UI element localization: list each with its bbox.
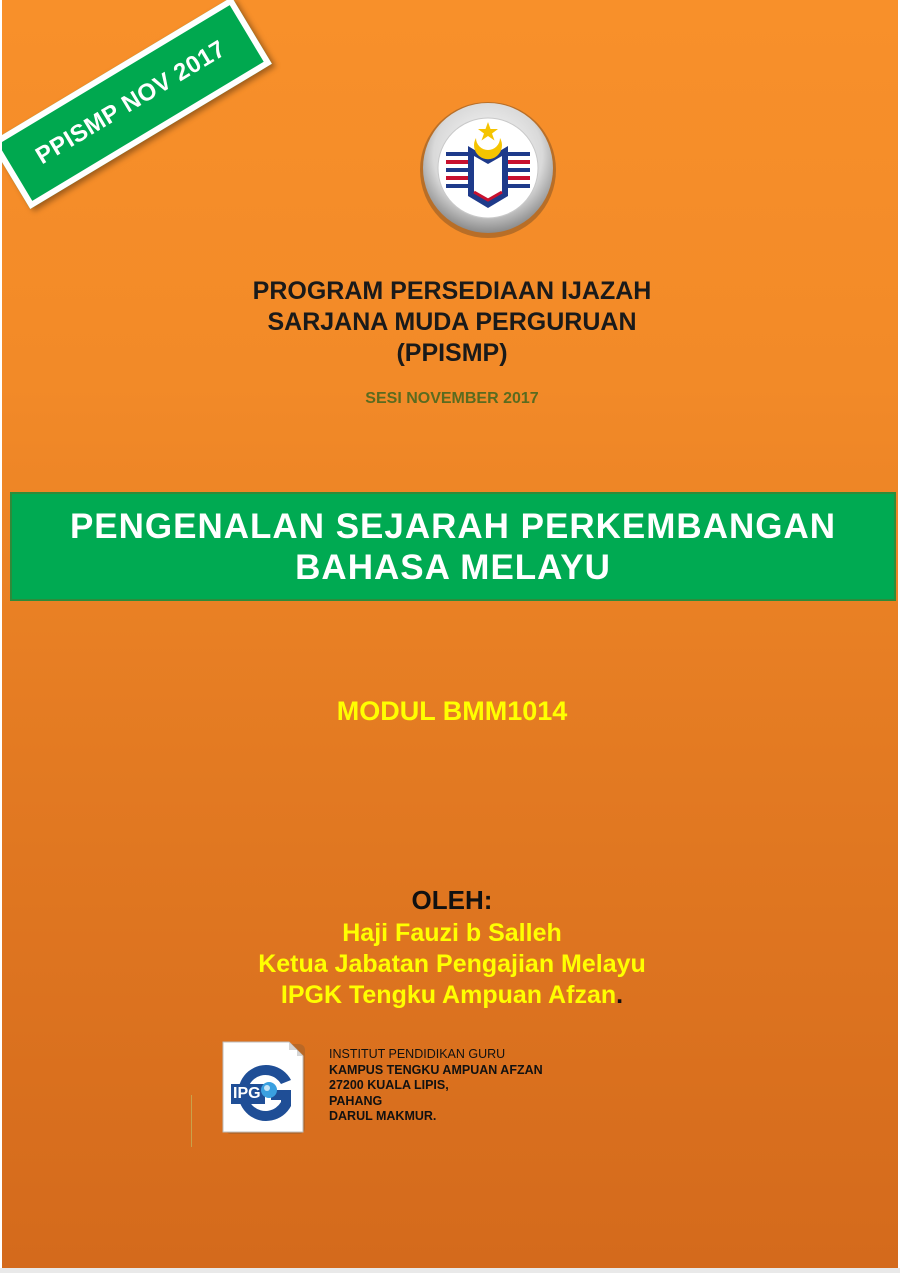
address-line-3: 27200 KUALA LIPIS,: [329, 1078, 449, 1092]
author-institution: IPGK Tengku Ampuan Afzan: [280, 981, 617, 1009]
title-line-1: PENGENALAN SEJARAH PERKEMBANGAN: [69, 506, 837, 546]
ipg-logo-icon: [221, 1040, 307, 1136]
author-name: Haji Fauzi b Salleh: [342, 919, 562, 947]
cover-page: [2, 0, 898, 1268]
title-banner: [10, 492, 896, 601]
address-line-1: INSTITUT PENDIDIKAN GURU: [329, 1047, 506, 1061]
page-shadow: [0, 1268, 900, 1273]
author-institution-line: [2, 980, 898, 1011]
ministry-emblem-icon: [418, 100, 558, 240]
module-code: MODUL BMM1014: [336, 696, 568, 726]
program-line-1: PROGRAM PERSEDIAAN IJAZAH: [252, 277, 652, 305]
stamp-text: PPISMP NOV 2017: [31, 35, 231, 170]
author-trailing-dot: .: [616, 981, 624, 1009]
address-line-5: DARUL MAKMUR.: [329, 1109, 437, 1123]
divider-line: [191, 1095, 192, 1147]
ipg-logo-text: IPG: [233, 1085, 261, 1102]
author-by-label: OLEH:: [411, 885, 493, 915]
program-line-3: (PPISMP): [396, 339, 508, 367]
author-position: Ketua Jabatan Pengajian Melayu: [258, 950, 646, 978]
program-line-2: SARJANA MUDA PERGURUAN: [267, 308, 637, 336]
program-heading: [2, 276, 898, 369]
title-line-2: BAHASA MELAYU: [295, 547, 611, 587]
ppismp-stamp: [2, 0, 272, 209]
institution-address: [329, 1047, 543, 1125]
address-line-2: KAMPUS TENGKU AMPUAN AFZAN: [329, 1062, 543, 1077]
author-block: [2, 918, 898, 1011]
session-label: SESI NOVEMBER 2017: [365, 390, 539, 407]
address-line-4: PAHANG: [329, 1093, 383, 1108]
